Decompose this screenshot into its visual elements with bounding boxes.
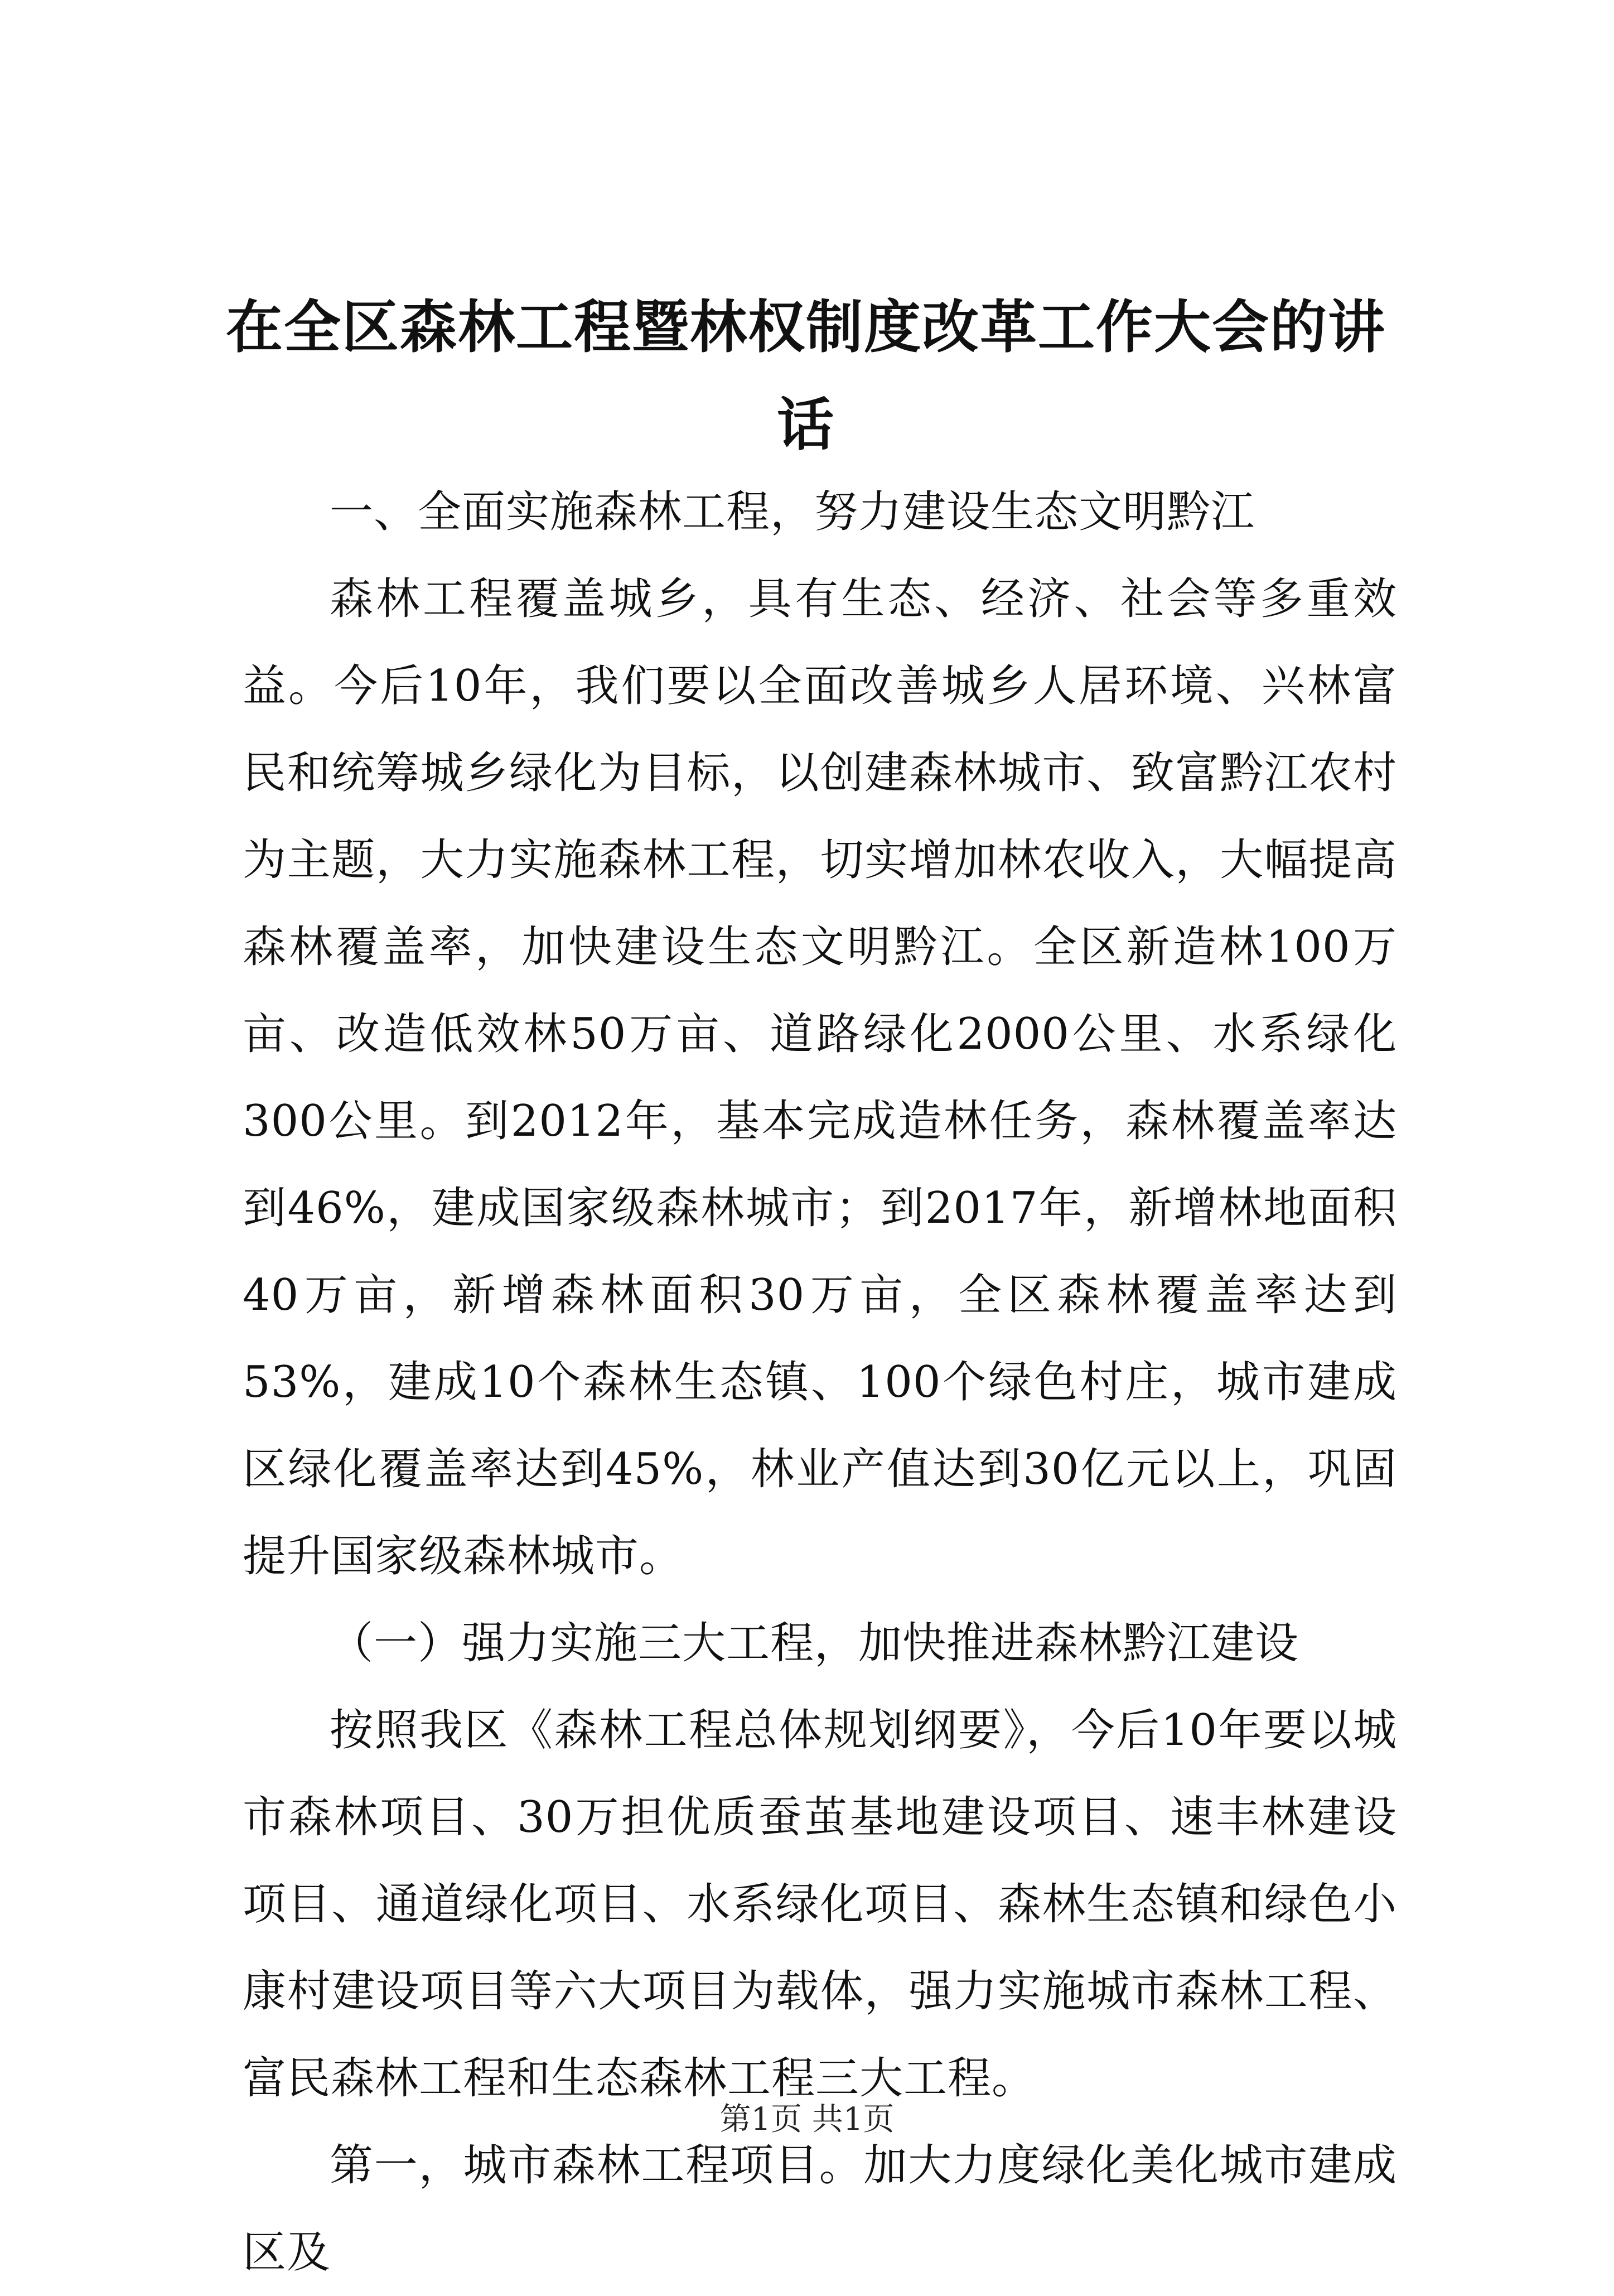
page-footer (0, 2097, 1614, 2142)
body-paragraph: 森林工程覆盖城乡，具有生态、经济、社会等多重效益。今后10年，我们要以全面改善城乡人居环境、兴林富民和统筹城乡绿化为目标，以创建森林城市、致富黔江农村为主题，大力实施森林工程，切实增加林农收入，大幅提高森林覆盖率，加快建设生态文明黔江。全区新造林100万亩、改造低效林50万亩、道路绿化2000公里、水系绿化300公里。到2012年，基本完成造林任务，森林覆盖率达到46%，建成国家级森林城市；到2017年，新增林地面积40万亩，新增森林面积30万亩，全区森林覆盖率达到53%，建成10个森林生态镇、100个绿色村庄，城市建成区绿化覆盖率达到45%，林业产值达到30亿元以上，巩固提升国家级森林城市。 (243, 574, 1397, 1581)
page-number: 第1页 共1页 (719, 2101, 895, 2138)
section-heading: 一、全面实施森林工程，努力建设生态文明黔江 (330, 487, 1255, 537)
body-paragraph: 按照我区《森林工程总体规划纲要》，今后10年要以城市森林项目、30万担优质蚕茧基地建设项目、速丰林建设项目、通道绿化项目、水系绿化项目、森林生态镇和绿色小康村建设项目等六大项目为载体，强力实施城市森林工程、富民森林工程和生态森林工程三大工程。 (243, 1705, 1397, 2104)
subsection-heading: （一）强力实施三大工程，加快推进森林黔江建设 (330, 1618, 1299, 1668)
document-body (243, 469, 1397, 2296)
body-paragraph: 第一，城市森林工程项目。加大力度绿化美化城市建成区及 (243, 2140, 1397, 2278)
document-title: 在全区森林工程暨林权制度改革工作大会的讲话 (226, 294, 1386, 459)
